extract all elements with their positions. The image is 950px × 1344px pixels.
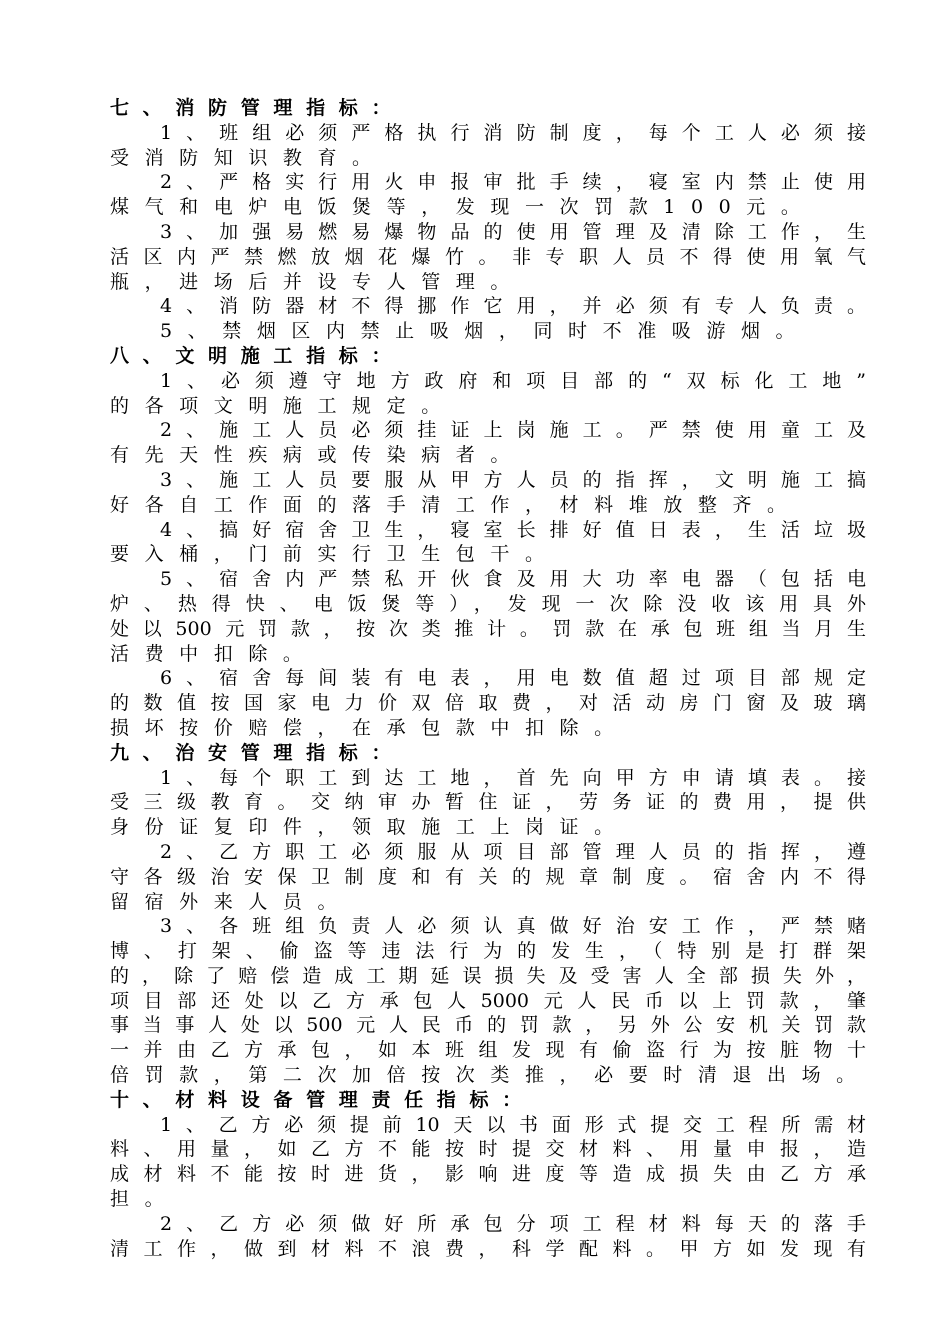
- paragraph-line: 一并由乙方承包，如本班组发现有偷盗行为按脏物十: [110, 1039, 866, 1062]
- paragraph-line: 4、消防器材不得挪作它用，并必须有专人负责。: [160, 295, 866, 318]
- paragraph-line: 倍罚款，第二次加倍按次类推，必要时清退出场。: [110, 1064, 871, 1087]
- paragraph-line: 2、施工人员必须挂证上岗施工。严禁使用童工及: [160, 419, 866, 442]
- section-heading: 七、消防管理指标：: [110, 97, 405, 119]
- paragraph-line: 5、禁烟区内禁止吸烟，同时不准吸游烟。: [160, 320, 811, 343]
- paragraph-line: 清工作，做到材料不浪费，科学配料。甲方如发现有: [110, 1237, 866, 1260]
- paragraph-line: 瓶，进场后并设专人管理。: [110, 270, 525, 293]
- paragraph-line: 1、必须遵守地方政府和项目部的“双标化工地”: [160, 369, 866, 392]
- paragraph-line: 博、打架、偷盗等违法行为的发生，（特别是打群架: [110, 940, 866, 963]
- paragraph-line: 2、乙方必须做好所承包分项工程材料每天的落手: [160, 1212, 866, 1235]
- paragraph-line: 的，除了赔偿造成工期延误损失及受害人全部损失外，: [110, 964, 866, 987]
- section-heading: 十、材料设备管理责任指标：: [110, 1088, 535, 1111]
- paragraph-line: 受消防知识教育。: [110, 146, 387, 169]
- paragraph-line: 2、乙方职工必须服从项目部管理人员的指挥，遵: [160, 840, 866, 863]
- paragraph-line: 6、宿舍每间装有电表，用电数值超过项目部规定: [160, 667, 866, 690]
- paragraph-line: 要入桶，门前实行卫生包干。: [110, 543, 560, 566]
- paragraph-line: 活区内严禁燃放烟花爆竹。非专职人员不得使用氧气: [110, 245, 866, 268]
- paragraph-line: 活费中扣除。: [110, 642, 318, 665]
- paragraph-line: 项目部还处以乙方承包人5000元人民币以上罚款，肇: [110, 989, 866, 1012]
- paragraph-line: 1、班组必须严格执行消防制度，每个工人必须接: [160, 121, 866, 144]
- section-heading: 九、治安管理指标：: [110, 741, 405, 764]
- paragraph-line: 有先天性疾病或传染病者。: [110, 444, 525, 467]
- paragraph-line: 处以500元罚款，按次类推计。罚款在承包班组当月生: [110, 617, 866, 640]
- paragraph-line: 留宿外来人员。: [110, 890, 353, 913]
- document-body: [110, 96, 871, 1261]
- paragraph-line: 受三级教育。交纳审办暂住证，劳务证的费用，提供: [110, 791, 866, 814]
- paragraph-line: 3、各班组负责人必须认真做好治安工作，严禁赌: [160, 915, 866, 938]
- paragraph-line: 煤气和电炉电饭煲等，发现一次罚款100元。: [110, 196, 816, 219]
- paragraph-line: 守各级治安保卫制度和有关的规章制度。宿舍内不得: [110, 865, 866, 888]
- paragraph-line: 4、搞好宿舍卫生，寝室长排好值日表，生活垃圾: [160, 518, 866, 541]
- paragraph-line: 的数值按国家电力价双倍取费，对活动房门窗及玻璃: [110, 692, 866, 715]
- section-heading: 八、文明施工指标：: [110, 344, 405, 367]
- paragraph-line: 担。: [110, 1188, 180, 1211]
- paragraph-line: 3、加强易燃易爆物品的使用管理及清除工作，生: [160, 220, 866, 243]
- paragraph-line: 的各项文明施工规定。: [110, 394, 456, 417]
- paragraph-line: 好各自工作面的落手清工作，材料堆放整齐。: [110, 493, 802, 516]
- paragraph-line: 炉、热得快、电饭煲等），发现一次除没收该用具外: [110, 592, 866, 615]
- paragraph-line: 料、用量，如乙方不能按时提交材料、用量申报，造: [110, 1138, 866, 1161]
- paragraph-line: 5、宿舍内严禁私开伙食及用大功率电器（包括电: [160, 568, 866, 591]
- paragraph-line: 事当事人处以500元人民币的罚款，另外公安机关罚款: [110, 1014, 866, 1037]
- paragraph-line: 成材料不能按时进货，影响进度等造成损失由乙方承: [110, 1163, 866, 1186]
- paragraph-line: 损坏按价赔偿，在承包款中扣除。: [110, 716, 629, 739]
- paragraph-line: 1、每个职工到达工地，首先向甲方申请填表。接: [160, 766, 866, 789]
- paragraph-line: 1、乙方必须提前10天以书面形式提交工程所需材: [160, 1113, 866, 1136]
- paragraph-line: 2、严格实行用火申报审批手续，寝室内禁止使用: [160, 171, 866, 194]
- paragraph-line: 3、施工人员要服从甲方人员的指挥，文明施工搞: [160, 468, 866, 491]
- paragraph-line: 身份证复印件，领取施工上岗证。: [110, 816, 629, 839]
